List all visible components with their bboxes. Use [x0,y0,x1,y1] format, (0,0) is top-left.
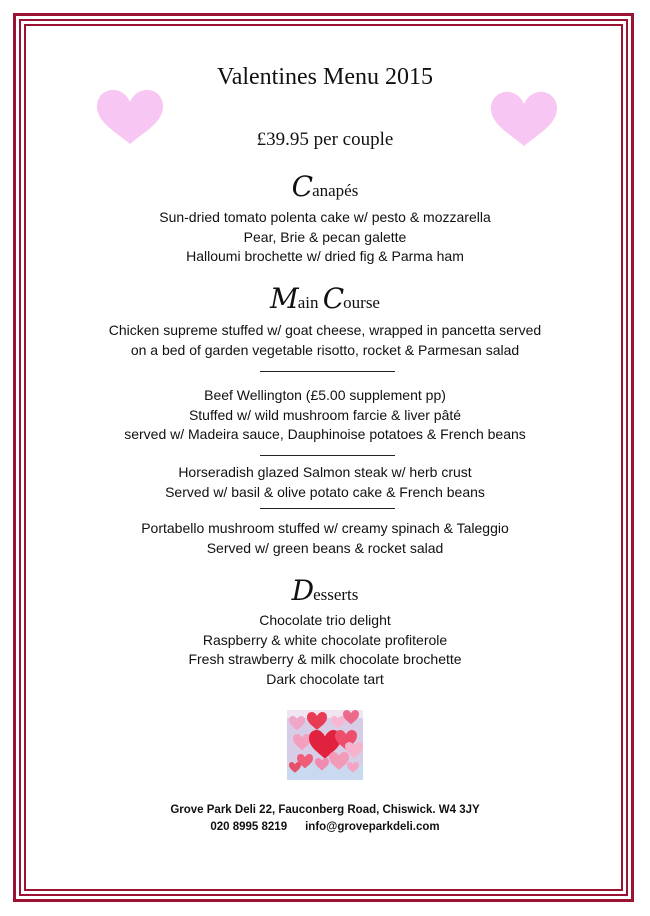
hearts-collage [285,706,365,782]
section-rest: anapés [312,181,359,200]
divider [260,508,395,509]
section-initial: D [291,574,314,607]
menu-item: Chocolate trio delight [259,612,391,628]
desserts-list [0,611,650,689]
section-initial: M [270,282,298,315]
main-dish-beef [0,386,650,445]
menu-item-line: Beef Wellington (£5.00 supplement pp) [204,387,446,403]
menu-item: Halloumi brochette w/ dried fig & Parma ham [186,248,464,264]
section-title-canapes [0,170,650,203]
footer-contact [0,819,650,836]
menu-price: £39.95 per couple [256,129,394,150]
menu-item-line: Stuffed w/ wild mushroom farcie & liver pâté [188,406,462,423]
section-initial: C [291,170,313,203]
menu-item: Pear, Brie & pecan galette [243,228,407,245]
main-dish-mushroom [0,519,650,558]
menu-item: Sun-dried tomato polenta cake w/ pesto & mozzarella [159,209,491,225]
section-title-desserts [0,574,650,607]
menu-item: Dark chocolate tart [266,670,384,687]
menu-item-line: Chicken supreme stuffed w/ goat cheese, wrapped in pancetta served [108,322,542,338]
menu-item-line: Served w/ basil & olive potato cake & French beans [165,483,485,500]
footer-phone: 020 8995 8219 [210,821,288,833]
canapes-list [0,208,650,267]
menu-item: Raspberry & white chocolate profiterole [202,631,448,648]
footer-address: Grove Park Deli 22, Fauconberg Road, Chiswick. W4 3JY [170,804,480,816]
section-title-main-course [0,282,650,315]
menu-item-line: Served w/ green beans & rocket salad [206,539,444,556]
section-rest: esserts [313,585,359,604]
section-rest: ain [297,293,323,312]
menu-item: Fresh strawberry & milk chocolate brochette [188,651,462,667]
divider [260,371,395,372]
menu-item-line: served w/ Madeira sauce, Dauphinoise potatoes & French beans [124,426,526,442]
footer-email: info@groveparkdeli.com [305,821,440,833]
main-dish-chicken [0,321,650,360]
main-dish-salmon [0,463,650,502]
section-rest: ourse [343,293,380,312]
menu-item-line: on a bed of garden vegetable risotto, rocket & Parmesan salad [130,341,520,358]
menu-title: Valentines Menu 2015 [217,64,433,90]
menu-item-line: Portabello mushroom stuffed w/ creamy spinach & Taleggio [141,520,509,536]
section-initial: C [322,282,344,315]
divider [260,455,395,456]
menu-item-line: Horseradish glazed Salmon steak w/ herb crust [178,464,472,480]
